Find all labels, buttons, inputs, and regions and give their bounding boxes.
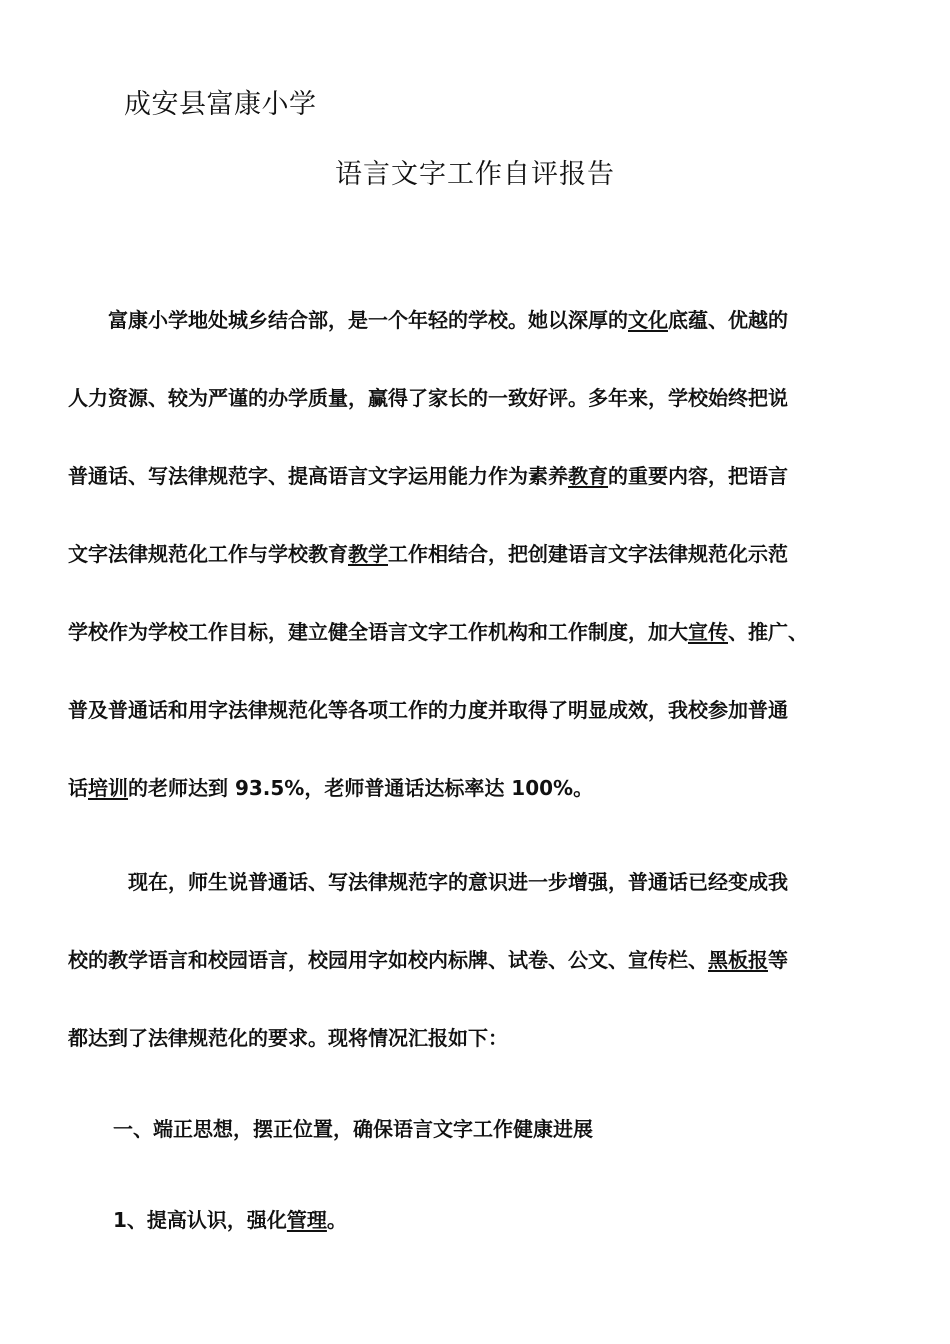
text-run: 。 <box>326 1208 347 1232</box>
underlined-term: 黑板报 <box>708 948 768 972</box>
text-run: 学校作为学校工作目标，建立健全语言文字工作机构和工作制度，加大 <box>68 620 688 644</box>
underlined-term: 教育 <box>568 464 608 488</box>
text-line <box>68 843 882 921</box>
underlined-term: 文化 <box>628 308 668 332</box>
text-line <box>68 515 882 593</box>
underlined-term: 培训 <box>88 776 128 800</box>
text-run: 话 <box>68 776 88 800</box>
text-line <box>68 749 882 827</box>
text-run: 普及普通话和用字法律规范化等各项工作的力度并取得了明显成效，我校参加普通 <box>68 698 788 722</box>
underlined-term: 管理 <box>286 1208 327 1232</box>
text-run: 现在，师生说普通话、写法律规范字的意识进一步增强，普通话已经变成我 <box>68 870 788 894</box>
school-name: 成安县富康小学 <box>124 89 317 120</box>
underlined-term: 宣传 <box>688 620 728 644</box>
section-heading-1 <box>113 1113 593 1142</box>
text-line <box>68 593 882 671</box>
text-line <box>68 359 882 437</box>
text-line <box>68 921 882 999</box>
paragraph-intro <box>68 281 882 827</box>
text-run: 底蕴、优越的 <box>668 308 788 332</box>
text-run: 都达到了法律规范化的要求。现将情况汇报如下： <box>68 1026 508 1050</box>
text-run: 1、提高认识，强化 <box>113 1208 287 1232</box>
report-title: 语言文字工作自评报告 <box>335 159 615 190</box>
text-run: 富康小学地处城乡结合部，是一个年轻的学校。她以深厚的 <box>68 308 628 332</box>
text-line <box>68 671 882 749</box>
text-line <box>68 999 882 1077</box>
text-run: 的重要内容，把语言 <box>608 464 788 488</box>
subsection-heading-1-1 <box>113 1204 347 1233</box>
text-run: 等 <box>768 948 788 972</box>
paragraph-current-status <box>68 843 882 1077</box>
text-run: 工作相结合，把创建语言文字法律规范化示范 <box>388 542 788 566</box>
text-run: 、推广、 <box>728 620 808 644</box>
text-run: 一、端正思想，摆正位置，确保语言文字工作健康进展 <box>113 1117 593 1141</box>
underlined-term: 教学 <box>348 542 388 566</box>
text-run: 人力资源、较为严谨的办学质量，赢得了家长的一致好评。多年来，学校始终把说 <box>68 386 788 410</box>
text-line <box>68 281 882 359</box>
text-run: 文字法律规范化工作与学校教育 <box>68 542 348 566</box>
text-run: 的老师达到 93.5%，老师普通话达标率达 100%。 <box>128 776 594 800</box>
text-line <box>68 437 882 515</box>
text-run: 校的教学语言和校园语言，校园用字如校内标牌、试卷、公文、宣传栏、 <box>68 948 708 972</box>
text-run: 普通话、写法律规范字、提高语言文字运用能力作为素养 <box>68 464 568 488</box>
